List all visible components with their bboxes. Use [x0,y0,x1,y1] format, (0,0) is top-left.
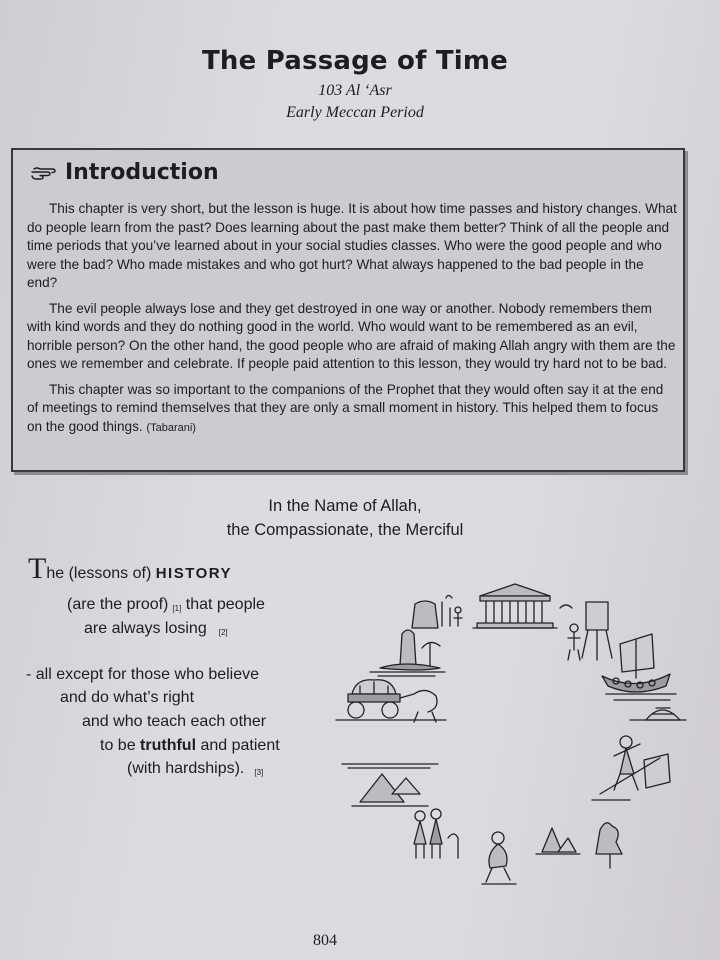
moai-island-icon [370,630,445,676]
warrior-icon [592,736,670,800]
introduction-text [27,200,677,444]
introduction-header [31,160,219,185]
basmala-line: In the Name of Allah, [268,497,422,515]
ancient-people-icon [412,596,462,629]
footnote-marker: [1] [172,604,182,613]
verse-text: (with hardships). [127,760,245,777]
verse-text: are always losing [84,620,207,637]
mountains-icon [536,823,622,868]
basmala-line: the Compassionate, the Merciful [226,521,464,539]
revelation-period: Early Meccan Period [286,104,424,121]
verse-text: and patient [200,737,280,754]
footnote-marker: [3] [254,768,264,777]
introduction-title: Introduction [65,160,219,185]
family-figures-icon [414,809,458,858]
pyramids-icon [342,764,438,806]
viking-ship-icon [602,634,676,700]
verse-text: (are the proof) [67,596,169,613]
verse-line [67,596,265,614]
verse-text: that people [185,596,265,613]
intro-paragraph [27,381,677,438]
verse-line: and do what’s right [60,689,195,706]
intro-paragraph: This chapter is very short, but the lesson is huge. It is about how time passes and history changes. What do people learn from the past? Does learning about the past make them better? Think of all the people and time periods that you’ve learned about in your social studies classes. Who were the good people and who were the bad? Who made mistakes and who got hurt? What always happened to the bad people in the end? [27,201,677,290]
painter-icon [560,602,612,660]
verse-text: he (lessons of) [46,565,152,582]
drop-cap: T [28,552,47,585]
verse-text: to be [100,737,136,754]
introduction-box [11,148,685,472]
igloo-icon [630,708,686,720]
covered-wagon-icon [336,680,446,722]
history-word: HISTORY [155,565,233,582]
chapter-title: The Passage of Time [201,46,509,76]
truthful-word: truthful [140,737,197,754]
traveler-icon [482,832,516,884]
intro-paragraph: The evil people always lose and they get destroyed in one way or another. Nobody remembers them with kind words and they do nothing good in the world. Who would want to be remembered as an evil, horrible person? On the other hand, the good people who are afraid of making Allah angry with them are the ones we remember and celebrate. If people paid attention to this lesson, they would try hard not to be bad. [27,300,676,371]
surah-name: 103 Al ‘Asr [318,82,392,99]
pointing-hand-icon [31,163,57,183]
verse-line: - all except for those who believe [26,666,260,683]
intro-paragraph-text: This chapter was so important to the companions of the Prophet that they would often say it at the end of meetings to remind themselves that they are only a small moment in history. This helped them to focus on the good things. [27,381,664,434]
verse-line [84,620,228,638]
verse-line: and who teach each other [82,713,267,730]
verse-line [127,760,263,778]
verse-line [100,737,280,755]
verse-line [28,552,232,586]
history-circle-illustration [330,568,690,898]
basmala [0,494,690,542]
footnote-marker: [2] [218,628,228,637]
temple-icon [473,584,557,628]
citation: (Tabarani) [146,421,196,434]
page-number: 804 [313,932,337,949]
